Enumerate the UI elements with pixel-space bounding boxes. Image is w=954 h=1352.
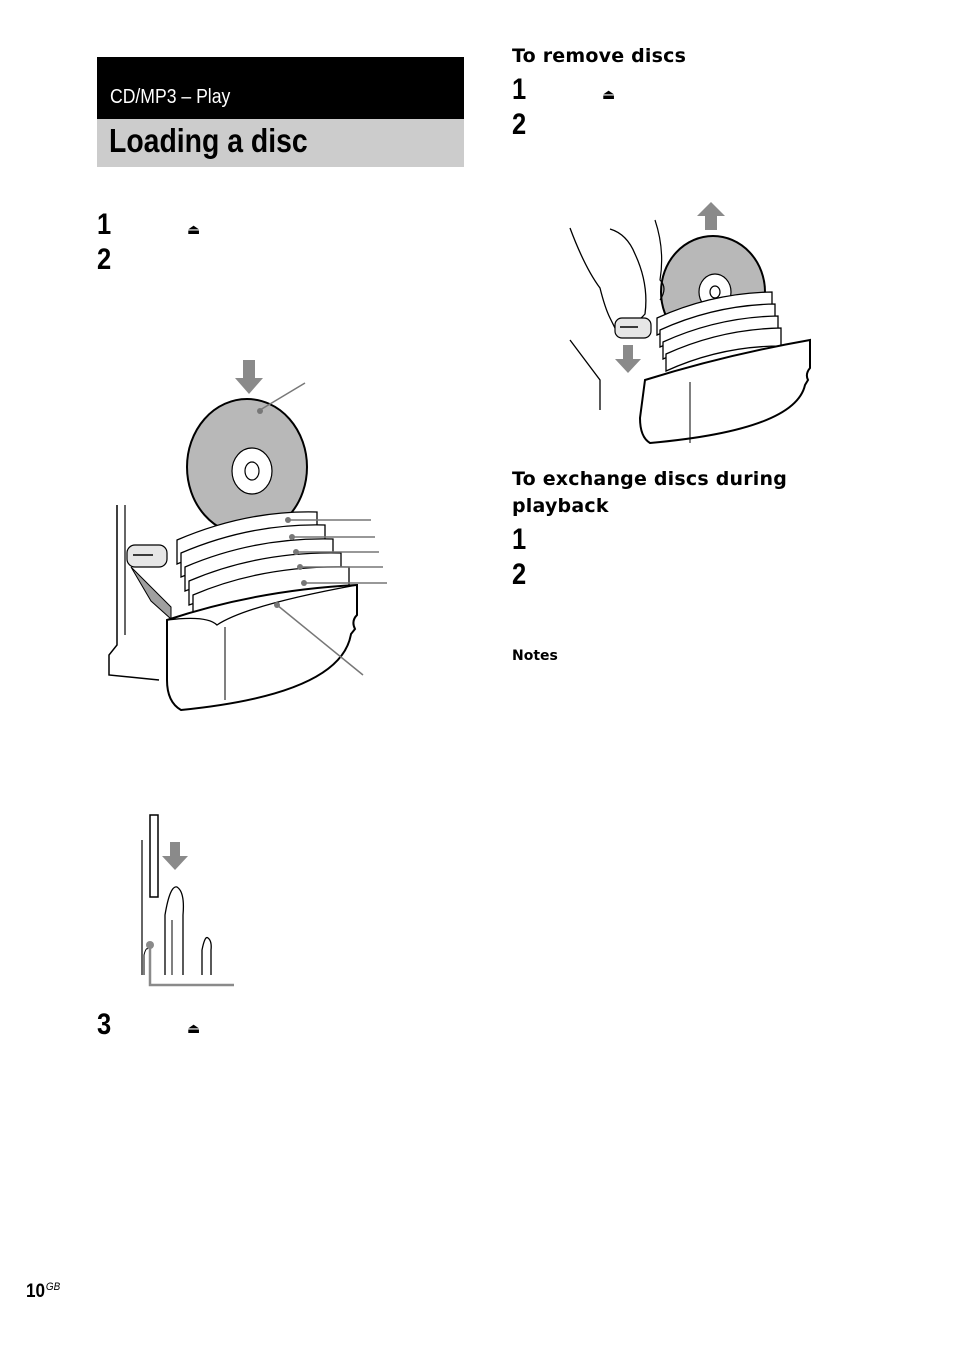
page-number-value: 10 <box>26 1281 46 1302</box>
disc-slot-side-view-illustration <box>130 810 240 995</box>
remove-discs-heading: To remove discs <box>512 45 687 67</box>
arrow-icon <box>162 842 188 870</box>
eject-icon: ⏏ <box>187 1020 201 1036</box>
arrow-icon <box>615 345 641 373</box>
section-title: CD/MP3 – Play <box>110 86 231 108</box>
exchange-discs-heading-line1: To exchange discs during <box>512 468 788 490</box>
exchange-step-2: 2 <box>512 558 527 591</box>
page-title: Loading a disc <box>109 122 308 159</box>
eject-icon: ⏏ <box>602 86 616 102</box>
remove-step-2: 2 <box>512 108 527 141</box>
disc-loading-illustration <box>95 355 395 715</box>
step-number-3: 3 <box>97 1008 112 1041</box>
notes-heading: Notes <box>512 648 558 664</box>
arrow-icon <box>697 202 725 230</box>
page-number-suffix: GB <box>45 1281 61 1293</box>
arrow-icon <box>235 360 263 394</box>
exchange-discs-heading-line2: playback <box>512 495 609 517</box>
step-number-2: 2 <box>97 243 112 276</box>
exchange-step-1: 1 <box>512 523 527 556</box>
eject-icon: ⏏ <box>187 221 201 237</box>
step-number-1: 1 <box>97 208 112 241</box>
page-number <box>26 1281 60 1303</box>
remove-step-1: 1 <box>512 73 527 106</box>
disc-removal-illustration <box>565 200 820 450</box>
